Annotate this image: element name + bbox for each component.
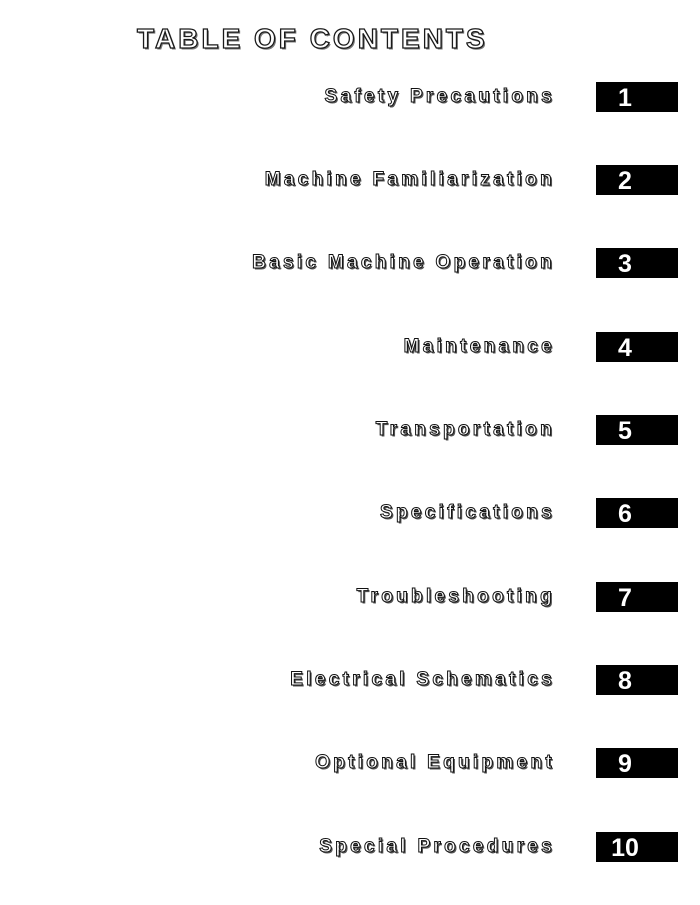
toc-entry-transportation[interactable] — [0, 415, 700, 449]
section-number: 6 — [618, 500, 632, 528]
section-tab[interactable] — [596, 832, 678, 862]
toc-entry-maintenance[interactable] — [0, 332, 700, 366]
toc-entry-label: Special Procedures — [319, 836, 555, 857]
section-tab[interactable] — [596, 332, 678, 362]
section-tab[interactable] — [596, 582, 678, 612]
section-number: 3 — [618, 250, 632, 278]
section-number: 4 — [618, 334, 632, 362]
toc-entry-label: Machine Familiarization — [264, 169, 555, 190]
section-tab[interactable] — [596, 665, 678, 695]
toc-entry-label: Maintenance — [403, 336, 555, 357]
section-number: 10 — [611, 834, 639, 862]
toc-entry-safety-precautions[interactable] — [0, 82, 700, 116]
section-number: 8 — [618, 667, 632, 695]
toc-entry-label: Transportation — [375, 419, 555, 440]
section-number: 9 — [618, 750, 632, 778]
toc-entry-label: Optional Equipment — [315, 752, 555, 773]
toc-entry-label: Specifications — [379, 502, 555, 523]
toc-entry-label: Safety Precautions — [324, 86, 555, 107]
section-number: 5 — [618, 417, 632, 445]
toc-entry-label: Electrical Schematics — [290, 669, 555, 690]
section-number: 2 — [618, 167, 632, 195]
toc-entry-troubleshooting[interactable] — [0, 582, 700, 616]
section-tab[interactable] — [596, 248, 678, 278]
toc-entry-basic-machine-operation[interactable] — [0, 248, 700, 282]
toc-entry-electrical-schematics[interactable] — [0, 665, 700, 699]
page-title: TABLE OF CONTENTS — [137, 23, 488, 54]
section-tab[interactable] — [596, 415, 678, 445]
section-number: 1 — [618, 84, 632, 112]
toc-entry-machine-familiarization[interactable] — [0, 165, 700, 199]
section-tab[interactable] — [596, 165, 678, 195]
toc-entry-label: Basic Machine Operation — [252, 252, 555, 273]
toc-entry-special-procedures[interactable] — [0, 832, 700, 866]
toc-entry-optional-equipment[interactable] — [0, 748, 700, 782]
section-tab[interactable] — [596, 82, 678, 112]
section-tab[interactable] — [596, 498, 678, 528]
section-number: 7 — [618, 584, 632, 612]
toc-entry-label: Troubleshooting — [356, 586, 555, 607]
toc-entry-specifications[interactable] — [0, 498, 700, 532]
section-tab[interactable] — [596, 748, 678, 778]
